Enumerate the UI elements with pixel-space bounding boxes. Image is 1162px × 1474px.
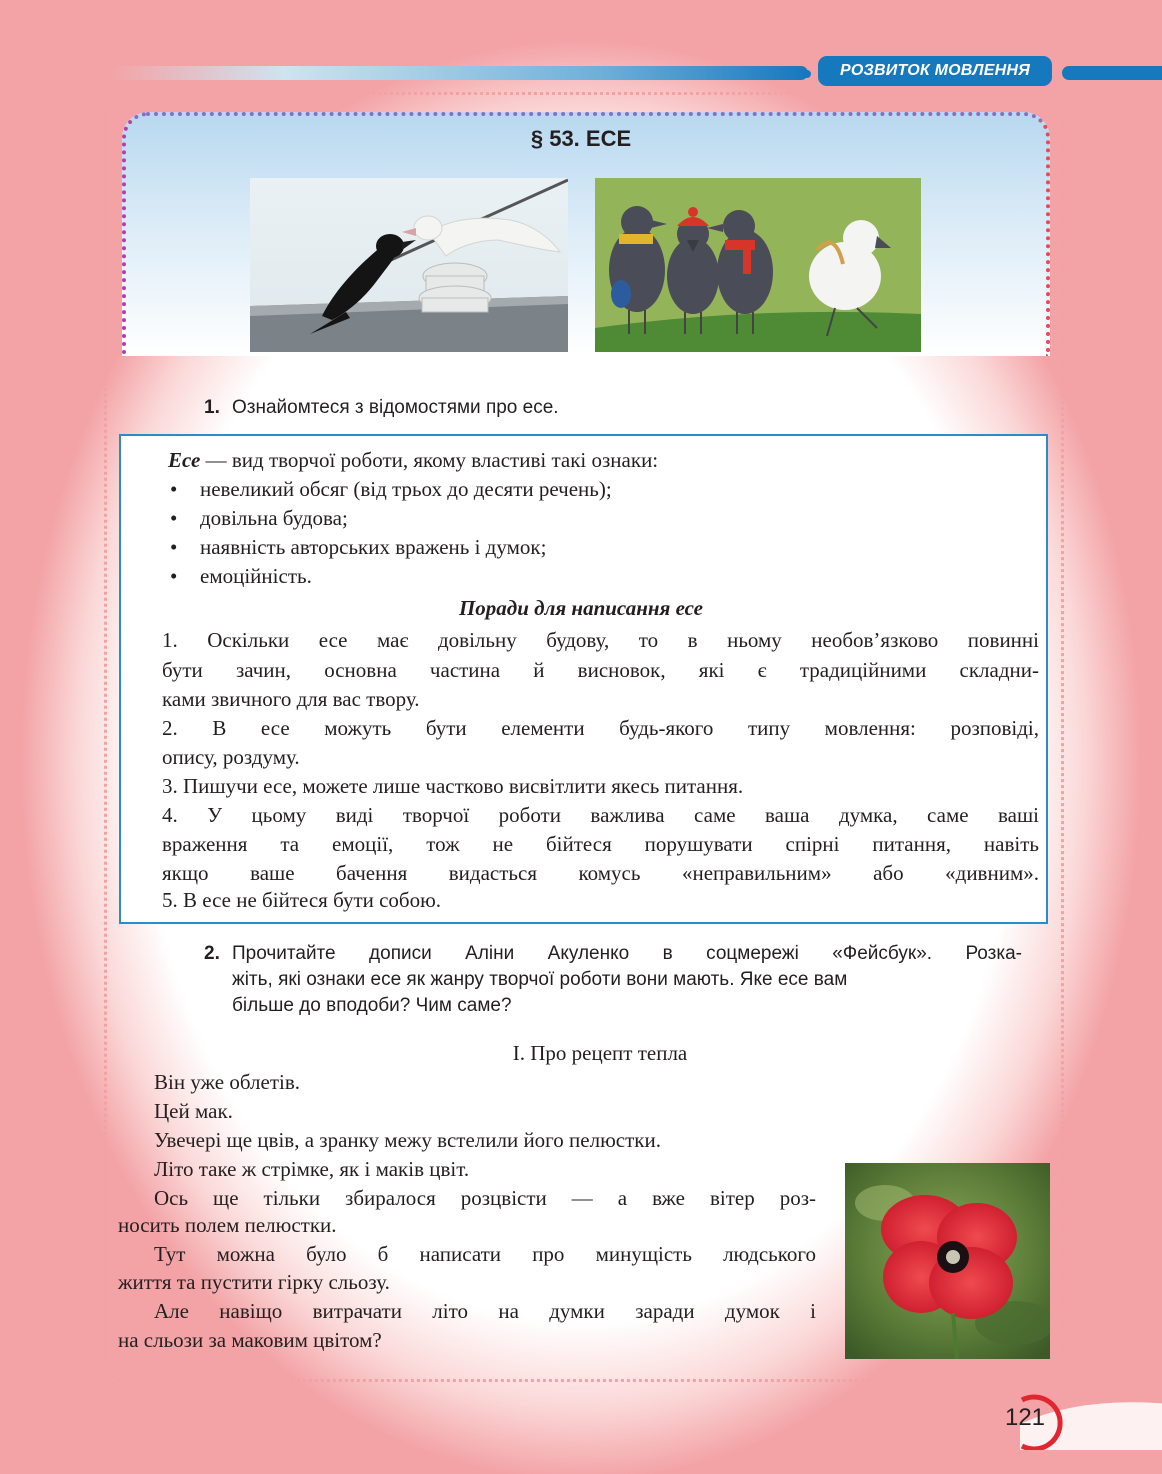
task-1 [204, 395, 559, 421]
tips-heading: Поради для написання есе [458, 596, 704, 620]
tip-line: 4. У цьому виді творчої роботи важлива саме ваша думка, саме ваші [162, 803, 1039, 827]
task-2-number: 2. [204, 943, 220, 964]
tip-line: 2. В есе можуть бути елементи будь-якого типу мовлення: розповіді, [162, 716, 1039, 740]
essay-line: Тут можна було б написати про минущість людського [154, 1242, 816, 1266]
tip-line: бути зачин, основна частина й висновок, які є традиційними складни- [162, 658, 1039, 682]
task-2-line: Прочитайте дописи Аліни Акуленко в соцмережі «Фейсбук». Розка- [232, 943, 1022, 964]
tip-line: 1. Оскільки есе має довільну будову, то в ньому необов’язково повинні [162, 628, 1039, 652]
essay-line: Цей мак. [154, 1099, 233, 1123]
bullet-item: • невеликий обсяг (від трьох до десяти речень); [170, 477, 612, 501]
task-1-number: 1. [204, 397, 220, 418]
page-number: 121 [1004, 1404, 1046, 1431]
bullet-item: • емоційність. [170, 564, 312, 588]
tip-line: опису, роздуму. [162, 745, 300, 769]
crows-cartoon-illustration [595, 178, 921, 352]
essay-line: Але навіщо витрачати літо на думки заради думок і [154, 1299, 816, 1323]
essay-title: І. Про рецепт тепла [512, 1041, 688, 1065]
crows-photo [250, 178, 568, 352]
essay-line: Літо таке ж стрімке, як і маків цвіт. [154, 1157, 470, 1181]
definition-term: Есе [168, 448, 201, 472]
header-dot [803, 70, 811, 78]
section-label: РОЗВИТОК МОВЛЕННЯ [818, 56, 1052, 86]
header-bar-right [1062, 66, 1162, 80]
essay-line: Він уже облетів. [154, 1070, 300, 1094]
tip-line: ками звичного для вас твору. [162, 687, 420, 711]
tip-line: 3. Пишучи есе, можете лише частково висвітлити якесь питання. [162, 774, 744, 798]
tip-line: враження та емоції, тож не бійтеся порушувати спірні питання, навіть [162, 832, 1039, 856]
essay-line: Увечері ще цвів, а зранку межу встелили його пелюстки. [154, 1128, 661, 1152]
task-2-line: більше до вподоби? Чим саме? [232, 995, 512, 1016]
essay-line: на сльози за маковим цвітом? [118, 1328, 382, 1352]
page-title: § 53. ЕСЕ [530, 126, 632, 151]
task-1-text: Ознайомтеся з відомостями про есе. [232, 397, 559, 418]
task-2-line: жіть, які ознаки есе як жанру творчої роботи вони мають. Яке есе вам [232, 969, 848, 990]
definition-text: — вид творчої роботи, якому властиві такі ознаки: [200, 448, 659, 472]
bullet-item: • довільна будова; [170, 506, 348, 530]
task-2 [204, 941, 1022, 1019]
poppy-photo [845, 1163, 1050, 1359]
definition-line [168, 446, 658, 475]
essay-line: Ось ще тільки збиралося розцвісти — а вже вітер роз- [154, 1186, 816, 1210]
essay-line: носить полем пелюстки. [118, 1213, 337, 1237]
tip-line: 5. В есе не бійтеся бути собою. [162, 888, 442, 912]
header-bar [110, 66, 808, 80]
essay-line: життя та пустити гірку сльозу. [118, 1270, 390, 1294]
bullet-item: • наявність авторських вражень і думок; [170, 535, 547, 559]
tip-line: якщо ваше бачення видасться комусь «неправильним» або «дивним». [162, 861, 1039, 885]
